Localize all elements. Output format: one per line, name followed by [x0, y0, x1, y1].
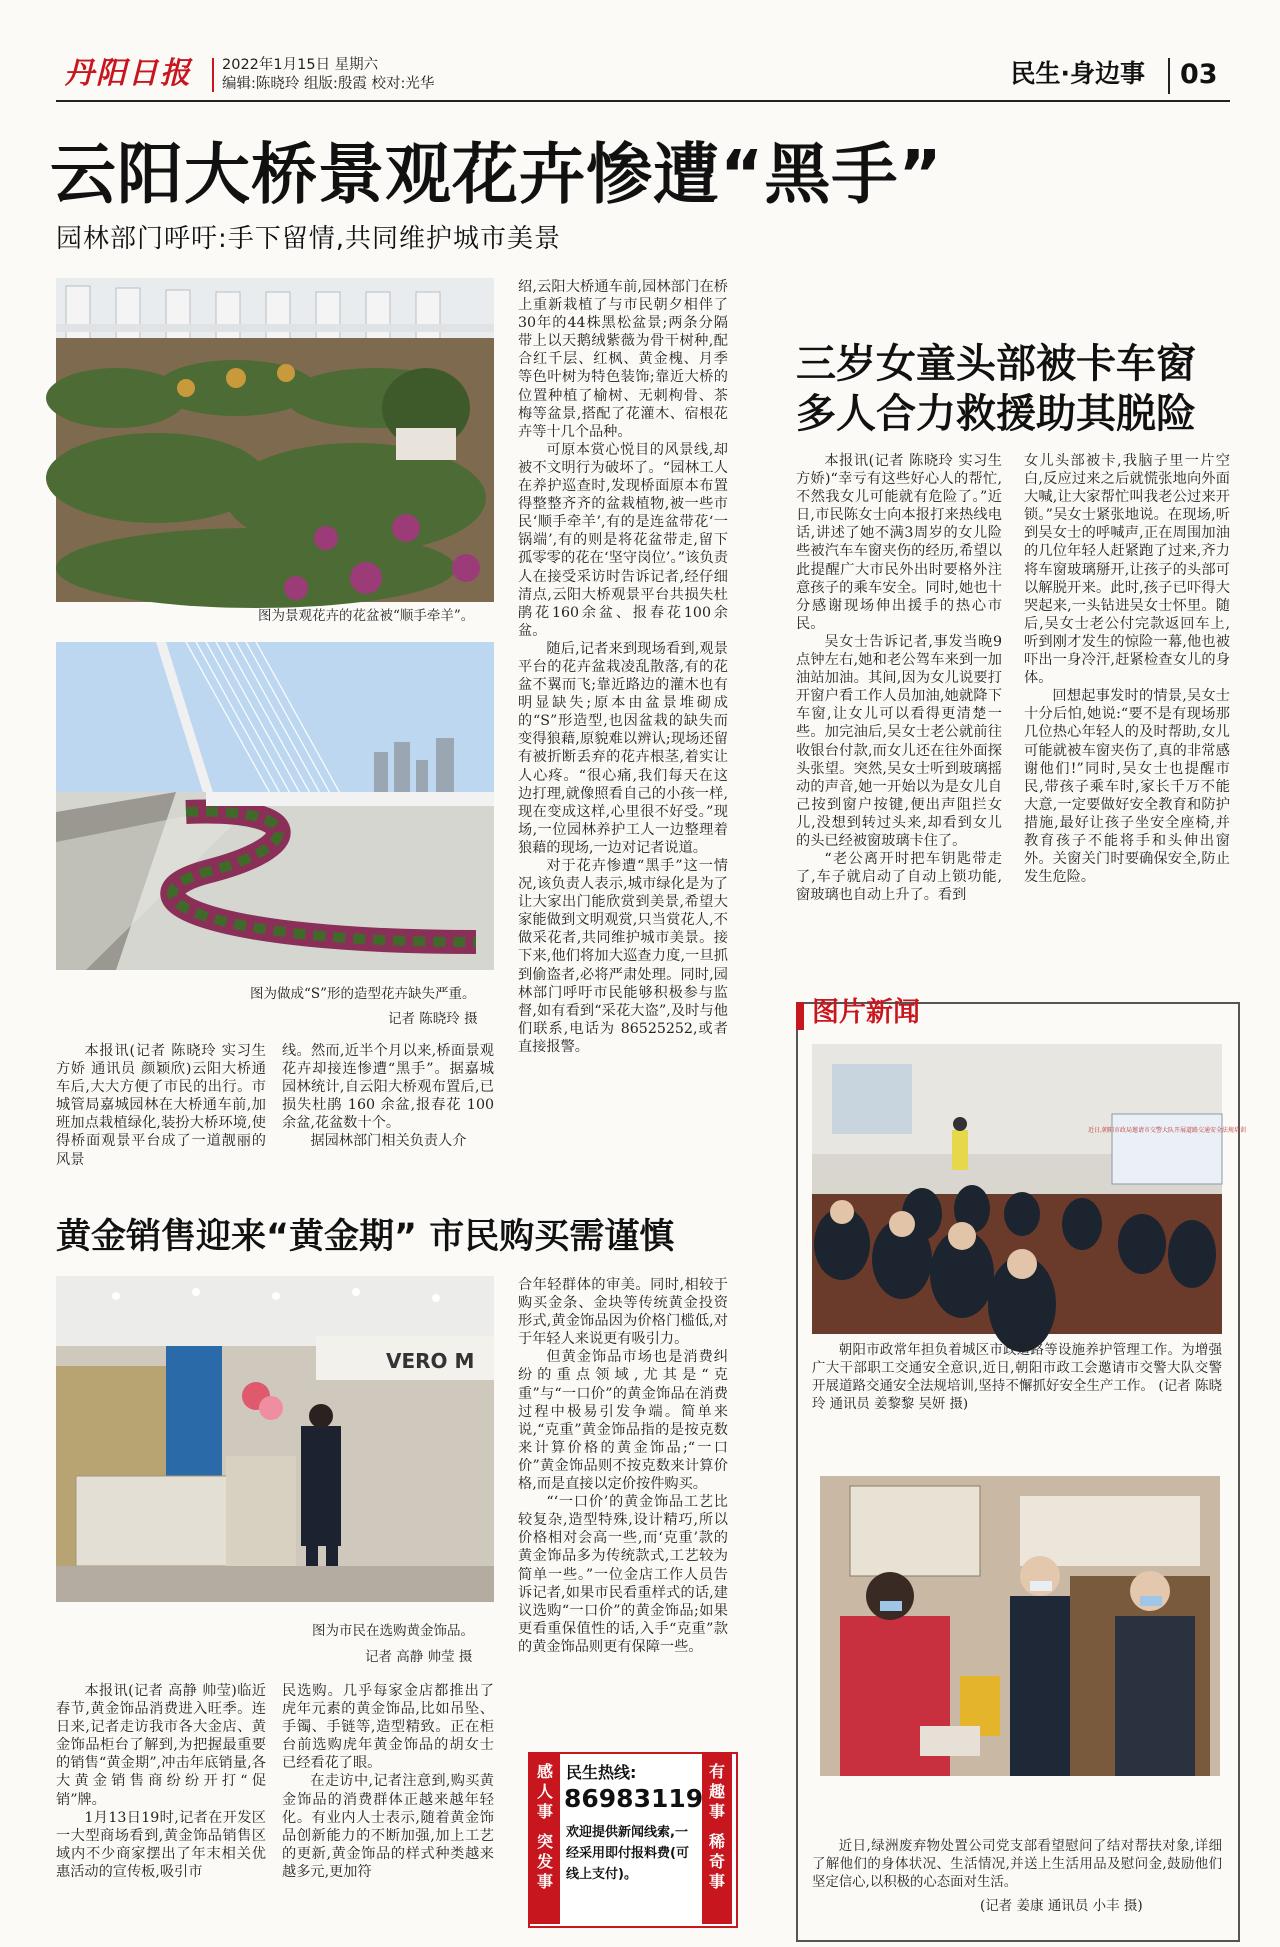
story3-col2-para: 在走访中,记者注意到,购买黄金饰品的消费群体正越来越年轻化。有业内人士表示,随着黄金饰品创新能力的不断加强,加上工艺的更新,黄金饰品的样式种类越来越多元,更加符	[282, 1773, 494, 1880]
home-visit-illustration	[820, 1476, 1220, 1776]
story1-photo-credit: 记者 陈晓玲 摄	[388, 1011, 478, 1027]
editors-line: 编辑:陈晓玲 组版:殷霞 校对:光华	[222, 76, 435, 92]
newspaper-logo: 丹阳日报	[64, 56, 192, 91]
photo-news-caption-1-text: 朝阳市政常年担负着城区市政道路等设施养护管理工作。为增强广大干部职工交通安全意识,近日,朝阳市政工会邀请市交警大队交警开展道路交通安全法规培训,坚持不懈抓好安全生产工作。	[812, 1343, 1222, 1394]
story1-column-2	[282, 1042, 494, 1151]
masthead-rule	[56, 100, 1230, 102]
story2-column-1	[796, 452, 1002, 904]
hotline-number[interactable]: 86983119	[564, 1784, 704, 1813]
story3-col3-para: 但黄金饰品市场也是消费纠纷的重点领域,尤其是“克重”与“一口价”的黄金饰品在消费过程中极易引发争端。简单来说,“克重”黄金饰品指的是按克数来计算价格的黄金饰品;“一口价”黄金饰品则不按克数来计算价格,而是直接以定价按件购买。	[518, 1349, 728, 1493]
story1-column-3	[518, 278, 728, 1056]
story3-col2-para: 民选购。几乎每家金店都推出了虎年元素的黄金饰品,比如吊坠、手镯、手链等,造型精致。正在柜台前选购虎年黄金饰品的胡女士已经看花了眼。	[282, 1683, 494, 1772]
photo-news-credit-2: (记者 姜康 通讯员 小丰 摄)	[980, 1898, 1143, 1914]
story3-col3-para: 合年轻群体的审美。同时,相较于购买金条、金块等传统黄金投资形式,黄金饰品因为价格门槛低,对于年轻人来说更有吸引力。	[518, 1277, 728, 1348]
traffic-training-photo	[812, 1044, 1246, 1334]
story2-headline-line2: 多人合力救援助其脱险	[796, 391, 1196, 437]
photo-news-title: 图片新闻	[812, 997, 920, 1028]
flowerbed-photo	[56, 278, 494, 602]
story3-col3-para: “‘一口价’的黄金饰品工艺比较复杂,造型特殊,设计精巧,所以价格相对会高一些,而‘克重’款的黄金饰品多为传统款式,工艺较为简单一些。”一位金店工作人员告诉记者,如果市民看重样式的话,建议选购“一口价”的黄金饰品;如果更看重保值性的话,入手“克重”款的黄金饰品则更有保障一些。	[518, 1494, 728, 1655]
store-sign: VERO M	[386, 1349, 475, 1373]
hotline-title: 民生热线:	[566, 1763, 637, 1782]
logo-divider	[212, 58, 214, 92]
photo-news-credit-1: (记者 陈晓玲 通讯员 姜黎黎 吴妍 摄)	[812, 1379, 1222, 1412]
bridge-deck-illustration	[56, 642, 494, 970]
mall-illustration	[56, 1276, 494, 1602]
page-number: 03	[1180, 59, 1218, 90]
masthead-meta	[222, 56, 434, 94]
photo-news-marker	[796, 1002, 804, 1030]
story3-headline: 黄金销售迎来“黄金期” 市民购买需谨慎	[56, 1217, 675, 1257]
s-shape-flowers-photo	[56, 642, 494, 970]
story2-col2-para: 回想起事发时的情景,吴女士十分后怕,她说:“要不是有现场那几位热心年轻人的及时帮助,女儿可能就被车窗夹伤了,真的非常感谢他们!”同时,吴女士也提醒市民,带孩子乘车时,家长千万不能大意,一定要做好安全教育和防护措施,最好让孩子坐安全座椅,并教育孩子不能将手和头伸出窗外。关窗关门时要确保安全,防止发生危险。	[1024, 688, 1230, 886]
hotline-tag: 突发事	[536, 1832, 553, 1891]
flowerbed-illustration	[56, 278, 494, 602]
story1-col3-para: 对于花卉惨遭“黑手”这一情况,该负责人表示,城市绿化是为了让大家出门能欣赏到美景,希望大家能做到文明观赏,只当赏花人,不做采花者,共同维护城市美景。接下来,他们将加大巡查力度,一旦抓到偷盗者,必将严肃处理。同时,园林部门呼吁市民能够积极参与监督,如有看到“采花大盗”,及时与他们联系,电话为 86525252,或者直接报警。	[518, 858, 728, 1055]
story2-headline-line1: 三岁女童头部被卡车窗	[796, 341, 1196, 387]
poverty-visit-photo	[820, 1476, 1220, 1776]
story2-col2-para: 女儿头部被卡,我脑子里一片空白,反应过来之后就慌张地向外面大喊,让大家帮忙叫我老公过来开锁。”吴女士紧张地说。在现场,听到吴女士的呼喊声,正在周围加油的几位年轻人赶紧跑了过来,齐力将车窗玻璃掰开,让孩子的头部可以解脱开来。此时,孩子已吓得大哭起来,一头钻进吴女士怀里。随后,吴女士老公付完款返回车上,听到刚才发生的惊险一幕,他也被吓出一身冷汗,赶紧检查女儿的身体。	[1024, 453, 1230, 687]
section-label: 民生·身边事	[1010, 59, 1145, 88]
hotline-tag: 稀奇事	[708, 1832, 725, 1891]
hotline-left-tags	[530, 1754, 560, 1924]
story1-col1-para: 本报讯(记者 陈晓玲 实习生 方娇 通讯员 颜颖欣)云阳大桥通车后,大大方便了市民的出行。市城管局嘉城园林在大桥通车前,加班加点栽植绿化,装扮大桥环境,使得桥面观景平台成了一道靓丽的风景	[56, 1043, 266, 1168]
slide-text: 近日,朝阳市政局邀请市交警大队开展道路交通安全法规培训	[1088, 1127, 1246, 1134]
flowerbed-photo-caption: 图为景观花卉的花盆被“顺手牵羊”。	[258, 608, 475, 624]
story3-photo-credit: 记者 高静 帅莹 摄	[365, 1649, 473, 1665]
hotline-tag: 感人事	[536, 1762, 553, 1821]
story3-column-2	[282, 1682, 494, 1881]
story2-col1-para: 本报讯(记者 陈晓玲 实习生 方娇)“幸亏有这些好心人的帮忙,不然我女儿可能就有危险了。”近日,市民陈女士向本报打来热线电话,讲述了她不满3周岁的女儿险些被汽车车窗夹伤的经历,希望以此提醒广大市民外出时要格外注意孩子的乘车安全。同时,她也十分感谢现场伸出援手的热心市民。	[796, 453, 1002, 632]
story2-col1-para: 吴女士告诉记者,事发当晚9点钟左右,她和老公驾车来到一加油站加油。其间,因为女儿说要打开窗户看工作人员加油,她就降下车窗,让女儿可以看得更清楚一些。加完油后,吴女士老公就前往收银台付款,而女儿还在往外面探头张望。突然,吴女士听到玻璃摇动的声音,她一开始以为是女儿自己按到窗户按键,便出声阻拦女儿,没想到转过头来,却看到女儿的头已经被窗玻璃卡住了。	[796, 633, 1002, 849]
story1-col2-para: 线。然而,近半个月以来,桥面景观花卉却接连惨遭“黑手”。据嘉城园林统计,自云阳大桥观布置后,已损失杜鹃 160 余盆,报春花 100余盆,花盆数十个。	[282, 1043, 494, 1132]
story3-column-1	[56, 1682, 266, 1881]
hotline-tag: 有趣事	[708, 1762, 725, 1821]
story1-col3-para: 可原本赏心悦目的风景线,却被不文明行为破坏了。“园林工人在养护巡查时,发现桥面原本布置得整整齐齐的盆栽植物,被一些市民‘顺手牵羊’,有的是连盆带花‘一锅端’,有的则是将花盆带走,留下孤零零的花在‘坚守岗位’。”该负责人在接受采访时告诉记者,经仔细清点,云阳大桥观景平台共损失杜鹃花160余盆、报春花100余盆。	[518, 441, 728, 639]
photo-news-caption-1	[812, 1342, 1222, 1414]
section-divider	[1168, 58, 1170, 94]
s-shape-photo-caption: 图为做成“S”形的造型花卉缺失严重。	[250, 986, 476, 1002]
photo-news-caption-2: 近日,绿洲废弃物处置公司党支部看望慰问了结对帮扶对象,详细了解他们的身体状况、生活情况,并送上生活用品及慰问金,鼓励他们坚定信心,以积极的心态面对生活。	[812, 1839, 1222, 1890]
gold-shop-photo-caption: 图为市民在选购黄金饰品。	[312, 1623, 474, 1639]
story1-column-1	[56, 1042, 266, 1169]
story1-col3-para: 随后,记者来到现场看到,观景平台的花卉盆栽凌乱散落,有的花盆不翼而飞;靠近路边的灌木也有明显缺失;原本由盆景堆砌成的“S”形造型,也因盆栽的缺失而变得狼藉,原貌难以辨认;现场还留有被折断丢弃的花卉根茎,着实让人心疼。“很心痛,我们每天在这边打理,就像照看自己的小孩一样,现在变成这样,心里很不好受。”现场,一位园林养护工人一边整理着狼藉的现场,一边对记者说道。	[518, 640, 728, 856]
story3-col1-para: 本报讯(记者 高静 帅莹)临近春节,黄金饰品消费进入旺季。连日来,记者走访我市各大金店、黄金饰品柜台了解到,为把握最重要的销售“黄金期”,冲击年底销量,各大黄金销售商纷纷开打“促销”牌。	[56, 1683, 266, 1808]
story3-column-3	[518, 1276, 728, 1656]
story3-col1-para: 1月13日19时,记者在开发区一大型商场看到,黄金饰品销售区域内不少商家摆出了年末相关优惠活动的宣传板,吸引市	[56, 1809, 266, 1880]
story1-col3-para: 绍,云阳大桥通车前,园林部门在桥上重新栽植了与市民朝夕相伴了 30年的44株黑松盆景;两条分隔带上以天鹅绒紫薇为骨干树种,配合红千层、红枫、黄金槐、月季等色叶树为特色装饰;靠近大桥的位置种植了榆树、无刺枸骨、茶梅等盆景,搭配了花灌木、宿根花卉等十几个品种。	[518, 279, 728, 440]
hotline-right-tags	[702, 1754, 732, 1924]
issue-date: 2022年1月15日 星期六	[222, 57, 379, 73]
story2-column-2	[1024, 452, 1230, 886]
gold-shop-photo	[56, 1276, 494, 1602]
hotline-text: 欢迎提供新闻线索,一经采用即付报料费(可线上支付)。	[566, 1825, 689, 1882]
story2-col1-para: “老公离开时把车钥匙带走了,车子就启动了自动上锁功能,窗玻璃也自动上升了。看到	[796, 851, 1002, 904]
classroom-illustration	[812, 1044, 1246, 1334]
main-subhead: 园林部门呼吁:手下留情,共同维护城市美景	[56, 224, 562, 254]
story1-col2-para: 据园林部门相关负责人介	[310, 1133, 467, 1150]
main-headline: 云阳大桥景观花卉惨遭“黑手”	[50, 136, 943, 213]
